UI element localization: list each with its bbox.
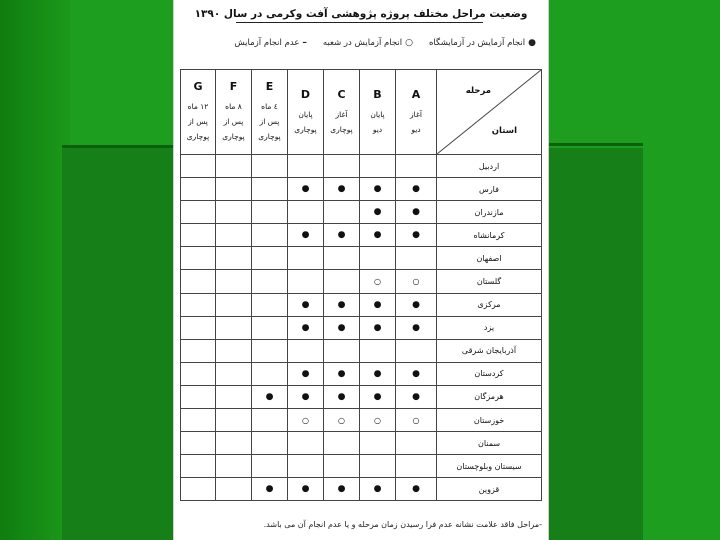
table-row [181,155,542,178]
document-title: وضعیت مراحل مختلف پروژه پژوهشی آفت وکرمی در سال ۱۳۹۰ [194,8,528,20]
cell-d [288,409,324,432]
province-name: یزد [437,316,542,339]
cell-e [252,155,288,178]
cell-d [288,270,324,293]
cell-g [181,178,216,201]
filled-dot-icon: ● [373,368,382,379]
province-name: گلستان [437,270,542,293]
cell-b [360,293,396,316]
cell-c [324,455,360,478]
cell-c [324,362,360,385]
cell-a [396,247,437,270]
cell-b [360,339,396,362]
cell-a [396,478,437,501]
filled-dot-icon: ● [412,207,420,218]
filled-dot-icon: ● [337,184,346,195]
cell-c [324,155,360,178]
cell-e [252,178,288,201]
filled-dot-icon: ● [373,299,382,310]
table-row [181,339,542,362]
background-band-left [62,148,174,540]
cell-e [252,409,288,432]
cell-d [288,362,324,385]
cell-g [181,247,216,270]
status-table [180,69,542,501]
cell-f [216,432,252,455]
column-header-b: B پایان دیو [360,70,396,155]
cell-c [324,385,360,408]
hollow-circle-icon: ○ [405,38,413,48]
cell-g [181,362,216,385]
cell-a [396,270,437,293]
province-label: استان [491,126,517,136]
table-row [181,409,542,432]
column-header-e: E ٤ ماه پس از پوچاری [252,70,288,155]
filled-dot-icon: ● [265,391,274,402]
filled-dot-icon: ● [412,184,420,195]
legend-item-none [234,38,307,48]
cell-e [252,316,288,339]
cell-g [181,478,216,501]
filled-dot-icon: ● [373,207,382,218]
cell-f [216,385,252,408]
table-row [181,270,542,293]
filled-dot-icon: ● [412,299,420,310]
cell-e [252,339,288,362]
cell-a [396,455,437,478]
filled-dot-icon: ● [373,484,382,495]
filled-dot-icon: ● [412,230,420,241]
cell-g [181,409,216,432]
cell-d [288,432,324,455]
filled-dot-icon: ● [373,184,382,195]
cell-f [216,178,252,201]
filled-dot-icon: ● [337,299,346,310]
cell-g [181,339,216,362]
table-body [181,155,542,501]
corner-header [437,70,542,155]
cell-d [288,247,324,270]
cell-b [360,316,396,339]
cell-c [324,339,360,362]
province-name: کرمانشاه [437,224,542,247]
cell-d [288,455,324,478]
table-row [181,478,542,501]
background-stripe-right [548,143,643,146]
province-name: سمنان [437,432,542,455]
column-header-g: G ۱۲ ماه پس از پوچاری [181,70,216,155]
cell-b [360,247,396,270]
table-row [181,385,542,408]
cell-c [324,293,360,316]
hollow-circle-icon: ○ [374,415,381,425]
filled-dot-icon: ● [337,391,346,402]
table-row [181,293,542,316]
cell-f [216,316,252,339]
cell-a [396,178,437,201]
filled-dot-icon: ● [337,230,346,241]
cell-a [396,316,437,339]
cell-d [288,178,324,201]
filled-dot-icon: ● [528,38,536,48]
cell-d [288,224,324,247]
table-row [181,362,542,385]
filled-dot-icon: ● [337,322,346,333]
cell-f [216,362,252,385]
province-name: سیستان وبلوچستان [437,455,542,478]
province-name: مازندران [437,201,542,224]
cell-b [360,432,396,455]
cell-b [360,270,396,293]
province-name: خوزستان [437,409,542,432]
cell-c [324,478,360,501]
filled-dot-icon: ● [373,230,382,241]
hollow-circle-icon: ○ [374,277,381,287]
cell-f [216,201,252,224]
cell-e [252,270,288,293]
cell-e [252,201,288,224]
legend-label-none: عدم انجام آزمایش [234,38,300,48]
background-stripe-left [62,145,174,148]
footnote: -مراحل فاقد علامت نشانه عدم فرا رسیدن زمان مرحله و یا عدم انجام آن می باشد. [263,520,542,529]
cell-a [396,432,437,455]
cell-c [324,247,360,270]
table-row [181,432,542,455]
filled-dot-icon: ● [301,184,310,195]
hollow-circle-icon: ○ [338,415,345,425]
cell-d [288,339,324,362]
cell-g [181,316,216,339]
cell-e [252,362,288,385]
cell-a [396,201,437,224]
cell-f [216,478,252,501]
province-name: مرکزی [437,293,542,316]
cell-b [360,201,396,224]
table-row [181,201,542,224]
cell-g [181,293,216,316]
legend-item-branch [323,38,413,48]
hollow-circle-icon: ○ [302,415,309,425]
cell-f [216,224,252,247]
cell-a [396,293,437,316]
table-row [181,178,542,201]
stage-label: مرحله [465,86,491,96]
cell-f [216,339,252,362]
cell-e [252,385,288,408]
header-row [181,70,542,155]
table-row [181,224,542,247]
cell-f [216,409,252,432]
cell-d [288,293,324,316]
cell-g [181,432,216,455]
cell-e [252,432,288,455]
filled-dot-icon: ● [412,368,420,379]
cell-f [216,293,252,316]
table-row [181,247,542,270]
column-header-f: F ۸ ماه پس از پوچاری [216,70,252,155]
cell-b [360,455,396,478]
legend-item-lab [429,38,536,48]
cell-d [288,316,324,339]
filled-dot-icon: ● [412,391,420,402]
legend-label-lab: انجام آزمایش در آزمایشگاه [428,38,526,48]
cell-b [360,155,396,178]
cell-b [360,478,396,501]
province-name: قزوین [437,478,542,501]
cell-e [252,478,288,501]
cell-g [181,455,216,478]
province-name: آذربایجان شرقی [437,339,542,362]
province-name: اردبیل [437,155,542,178]
cell-e [252,224,288,247]
filled-dot-icon: ● [373,322,382,333]
cell-g [181,270,216,293]
cell-f [216,155,252,178]
cell-f [216,247,252,270]
cell-a [396,385,437,408]
filled-dot-icon: ● [301,368,310,379]
cell-d [288,478,324,501]
cell-g [181,224,216,247]
filled-dot-icon: ● [301,391,310,402]
background-left-shade [0,0,70,540]
province-name: هرمزگان [437,385,542,408]
legend [174,38,536,48]
table-row [181,455,542,478]
cell-b [360,409,396,432]
cell-e [252,247,288,270]
cell-a [396,224,437,247]
column-header-d: D پایان پوچاری [288,70,324,155]
legend-label-branch: انجام آزمایش در شعبه [322,38,403,48]
cell-f [216,455,252,478]
province-name: کردستان [437,362,542,385]
cell-b [360,362,396,385]
table-row [181,316,542,339]
column-header-a: A آغاز دیو [396,70,437,155]
cell-e [252,455,288,478]
cell-c [324,316,360,339]
cell-e [252,293,288,316]
filled-dot-icon: ● [412,484,420,495]
province-name: اصفهان [437,247,542,270]
filled-dot-icon: ● [265,484,274,495]
filled-dot-icon: ● [301,484,310,495]
cell-g [181,201,216,224]
hollow-circle-icon: ○ [412,415,420,425]
cell-a [396,339,437,362]
filled-dot-icon: ● [301,322,310,333]
filled-dot-icon: ● [301,299,310,310]
cell-g [181,385,216,408]
filled-dot-icon: ● [337,368,346,379]
cell-g [181,155,216,178]
filled-dot-icon: ● [412,322,420,333]
column-header-c: C آغاز پوچاری [324,70,360,155]
cell-c [324,178,360,201]
cell-c [324,201,360,224]
cell-f [216,270,252,293]
cell-b [360,385,396,408]
document-page [174,0,548,540]
cell-c [324,432,360,455]
cell-a [396,409,437,432]
cell-b [360,224,396,247]
filled-dot-icon: ● [301,230,310,241]
cell-a [396,155,437,178]
filled-dot-icon: ● [337,484,346,495]
cell-d [288,201,324,224]
background-band-right [548,148,643,540]
province-name: فارس [437,178,542,201]
cell-c [324,270,360,293]
cell-d [288,385,324,408]
hollow-circle-icon: ○ [412,277,420,287]
corner-diagonal [437,70,541,154]
cell-a [396,362,437,385]
filled-dot-icon: ● [373,391,382,402]
cell-b [360,178,396,201]
cell-c [324,224,360,247]
dash-icon: – [302,38,307,48]
title-underline [236,22,483,23]
cell-d [288,155,324,178]
cell-c [324,409,360,432]
